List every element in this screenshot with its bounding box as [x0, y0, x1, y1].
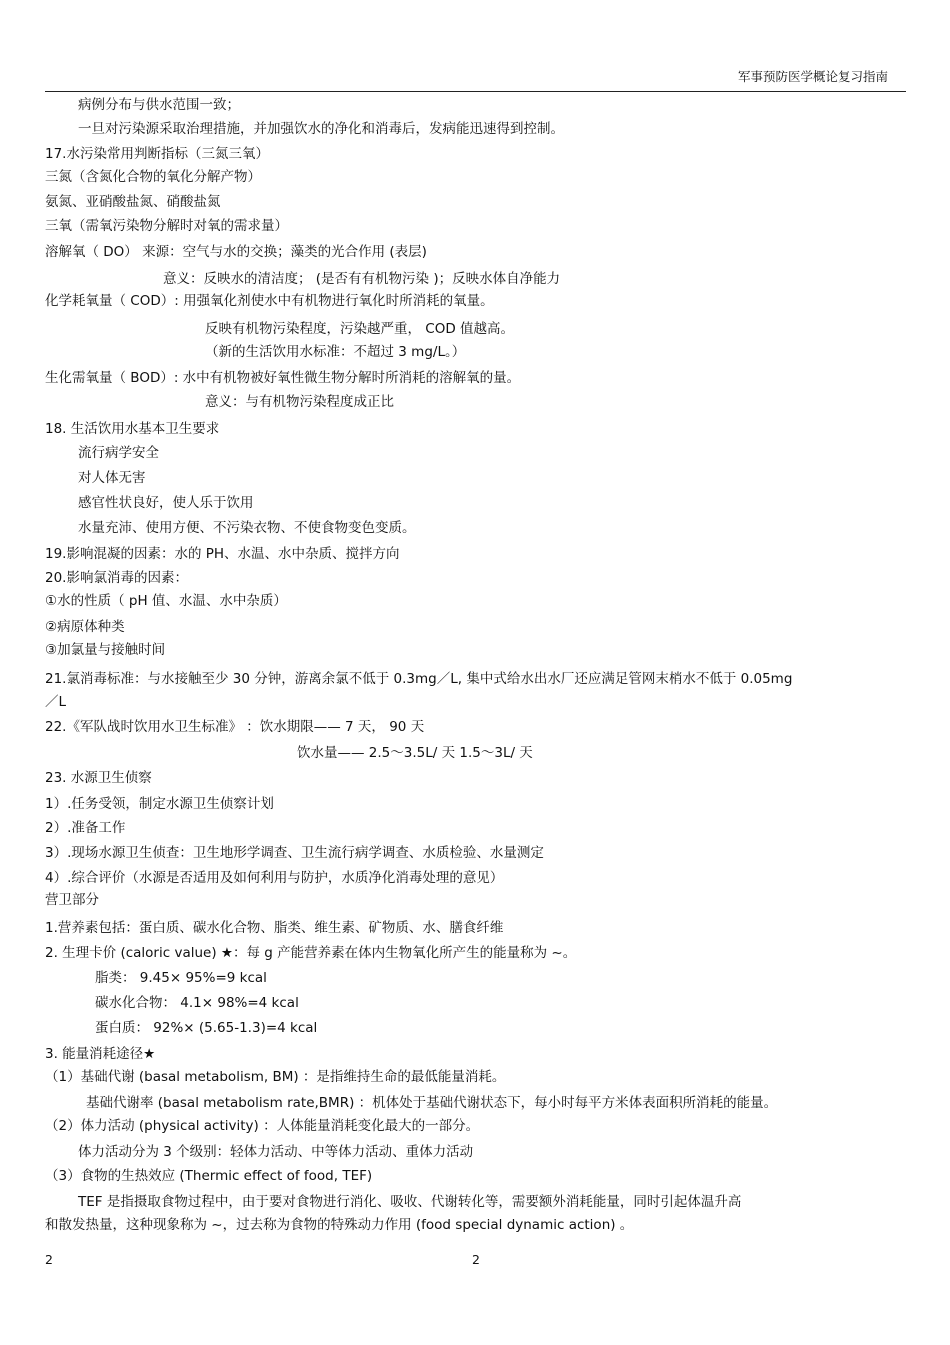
- text-line: 意义：与有机物污染程度成正比: [205, 394, 394, 410]
- text-line: 意义：反映水的清洁度； (是否有有机物污染 )；反映水体自净能力: [163, 271, 561, 287]
- text-line: 化学耗氧量（ COD）: 用强氧化剂使水中有机物进行氧化时所消耗的氧量。: [45, 293, 494, 309]
- list-item: 2）.准备工作: [45, 820, 126, 836]
- text-line: TEF 是指摄取食物过程中，由于要对食物进行消化、吸收、代谢转化等，需要额外消耗能量，同时引起体温升高: [78, 1194, 742, 1210]
- text-line: 三氮（含氮化合物的氧化分解产物）: [45, 169, 261, 185]
- text-line: 体力活动分为 3 个级别：轻体力活动、中等体力活动、重体力活动: [78, 1144, 474, 1160]
- section-heading: 18. 生活饮用水基本卫生要求: [45, 421, 220, 437]
- text-line: 氨氮、亚硝酸盐氮、硝酸盐氮: [45, 194, 221, 210]
- section-heading: 21.氯消毒标准：与水接触至少 30 分钟，游离余氯不低于 0.3mg／L, 集中式给水出水厂还应满足管网末梢水不低于 0.05mg: [45, 671, 793, 687]
- text-line: 一旦对污染源采取治理措施，并加强饮水的净化和消毒后，发病能迅速得到控制。: [78, 121, 564, 137]
- header-rule: [45, 91, 906, 92]
- list-item: 4）.综合评价（水源是否适用及如何利用与防护，水质净化消毒处理的意见）: [45, 870, 504, 886]
- text-line: 基础代谢率 (basal metabolism rate,BMR) ：机体处于基础代谢状态下，每小时每平方米体表面积所消耗的能量。: [86, 1095, 778, 1111]
- text-line: 生化需氧量（ BOD）: 水中有机物被好氧性微生物分解时所消耗的溶解氧的量。: [45, 370, 521, 386]
- list-item: 水量充沛、使用方便、不污染衣物、不使食物变色变质。: [78, 520, 416, 536]
- text-line: （1）基础代谢 (basal metabolism, BM) ：是指维持生命的最低能量消耗。: [45, 1069, 506, 1085]
- text-line: 饮水量—— 2.5～3.5L/ 天 1.5～3L/ 天: [297, 745, 533, 761]
- running-header: 军事预防医学概论复习指南: [737, 69, 888, 84]
- list-item: 流行病学安全: [78, 445, 159, 461]
- page-number-center: 2: [472, 1252, 480, 1267]
- text-line: 病例分布与供水范围一致；: [78, 97, 240, 113]
- list-item: ②病原体种类: [45, 619, 125, 635]
- section-heading: 2. 生理卡价 (caloric value) ★：每 g 产能营养素在体内生物氧化所产生的能量称为 ~。: [45, 945, 577, 961]
- text-line: 碳水化合物： 4.1× 98%=4 kcal: [95, 995, 299, 1011]
- section-heading: 20.影响氯消毒的因素：: [45, 570, 188, 586]
- section-heading: 22.《军队战时饮用水卫生标准》 ：饮水期限—— 7 天， 90 天: [45, 719, 425, 735]
- text-line: ／L: [45, 694, 67, 710]
- list-item: ①水的性质（ pH 值、水温、水中杂质）: [45, 593, 287, 609]
- list-item: 对人体无害: [78, 470, 146, 486]
- part-heading: 营卫部分: [45, 892, 99, 908]
- text-line: 脂类： 9.45× 95%=9 kcal: [95, 970, 267, 986]
- list-item: ③加氯量与接触时间: [45, 642, 166, 658]
- text-line: 反映有机物污染程度，污染越严重， COD 值越高。: [205, 321, 515, 337]
- text-line: （新的生活饮用水标准：不超过 3 mg/L。）: [205, 344, 466, 360]
- text-line: 溶解氧（ DO） 来源：空气与水的交换；藻类的光合作用 (表层): [45, 244, 427, 260]
- section-heading: 3. 能量消耗途径★: [45, 1046, 156, 1062]
- text-line: （2）体力活动 (physical activity) ：人体能量消耗变化最大的一部分。: [45, 1118, 480, 1134]
- list-item: 感官性状良好，使人乐于饮用: [78, 495, 254, 511]
- list-item: 3）.现场水源卫生侦查：卫生地形学调查、卫生流行病学调查、水质检验、水量测定: [45, 845, 544, 861]
- section-heading: 19.影响混凝的因素：水的 PH、水温、水中杂质、搅拌方向: [45, 546, 400, 562]
- text-line: 和散发热量，这种现象称为 ~，过去称为食物的特殊动力作用 (food special dynamic action) 。: [45, 1217, 634, 1233]
- section-heading: 17.水污染常用判断指标（三氮三氧）: [45, 146, 269, 162]
- text-line: 蛋白质： 92%× (5.65-1.3)=4 kcal: [95, 1020, 318, 1036]
- list-item: 1）.任务受领，制定水源卫生侦察计划: [45, 796, 274, 812]
- text-line: 三氧（需氧污染物分解时对氧的需求量）: [45, 218, 288, 234]
- page-number-left: 2: [45, 1252, 53, 1267]
- section-heading: 1.营养素包括：蛋白质、碳水化合物、脂类、维生素、矿物质、水、膳食纤维: [45, 920, 504, 936]
- text-line: （3）食物的生热效应 (Thermic effect of food, TEF): [45, 1168, 373, 1184]
- section-heading: 23. 水源卫生侦察: [45, 770, 152, 786]
